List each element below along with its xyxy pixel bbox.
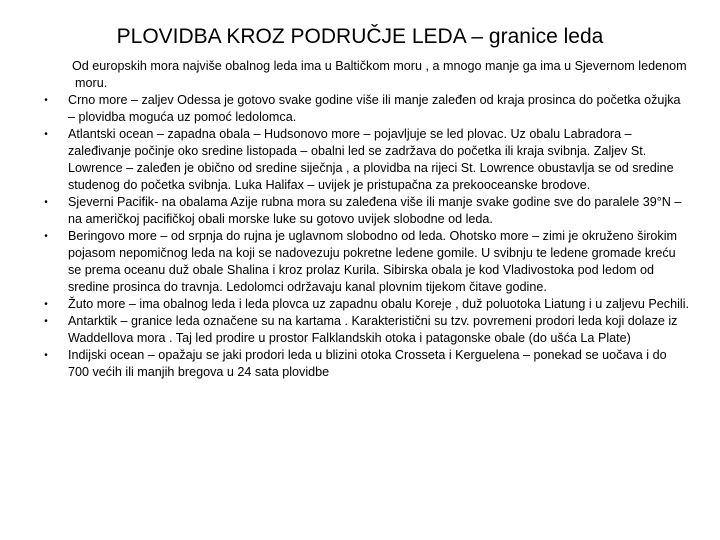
list-item-text: Žuto more – ima obalnog leda i leda plovca uz zapadnu obalu Koreje , duž poluotoka Liatung i u zaljevu Pechili. [68, 297, 689, 311]
list-item [40, 92, 690, 126]
list-item [40, 347, 690, 381]
bullet-icon: • [44, 95, 48, 106]
bullet-icon: • [44, 129, 48, 140]
intro-paragraph: Od europskih mora najviše obalnog leda ima u Baltičkom moru , a mnogo manje ga ima u Sjevernom ledenom moru. [72, 59, 687, 90]
list-item [40, 296, 690, 313]
bullet-icon: • [44, 299, 48, 310]
list-item [40, 194, 690, 228]
list-item [40, 313, 690, 347]
bullet-icon: • [44, 316, 48, 327]
slide-title: PLOVIDBA KROZ PODRUČJE LEDA – granice leda [116, 25, 604, 48]
bullet-icon: • [44, 197, 48, 208]
bullet-icon: • [44, 350, 48, 361]
bullet-icon: • [44, 231, 48, 242]
list-item [40, 126, 690, 194]
list-item-text: Antarktik – granice leda označene su na kartama . Karakteristični su tzv. povremeni prodori leda koji dolaze iz Waddellova mora . Taj led prodire u prostor Falklandskih otoka i patagonske obale (do ušća La Plate) [68, 314, 678, 345]
list-item-text: Crno more – zaljev Odessa je gotovo svake godine više ili manje zaleđen od kraja prosinca do početka ožujka – plovidba moguća uz pomoć ledolomca. [68, 93, 681, 124]
list-item-text: Atlantski ocean – zapadna obala – Hudsonovo more – pojavljuje se led plovac. Uz obalu Labradora – zaleđivanje počinje oko sredine listopada – obalni led se zadržava do početka ili kraja svibnja. Zaljev St. Lowrence – zaleđen je obično od sredine siječnja , a plovidba na rijeci St. Lowrence obustavlja se od sredine studenog do početka svibnja. Luka Halifax – uvijek je pristupačna za prekooceanske brodove. [68, 127, 674, 192]
list-item-text: Sjeverni Pacifik- na obalama Azije rubna mora su zaleđena više ili manje svake godine sve do paralele 39°N – na američkoj pacifičkoj obali morske luke su gotovo uvijek slobodne od leda. [68, 195, 682, 226]
bullet-list [40, 92, 690, 381]
list-item-text: Indijski ocean – opažaju se jaki prodori leda u blizini otoka Crosseta i Kerguelena – ponekad se uočava i do 700 većih ili manjih bregova u 24 sata plovidbe [68, 348, 667, 379]
slide-body [40, 58, 690, 381]
list-item [40, 228, 690, 296]
list-item-text: Beringovo more – od srpnja do rujna je uglavnom slobodno od leda. Ohotsko more – zimi je okruženo širokim pojasom nepomičnog leda na koji se nadovezuju pokretne ledene gomile. U svibnju te ledene gromade kreću se prema oceanu duž obale Shalina i kroz prolaz Kurila. Sibirska obala je kod Vladivostoka pod ledom od sredine prosinca do travnja. Ledolomci održavaju kanal plovnim tijekom čitave godine. [68, 229, 678, 294]
